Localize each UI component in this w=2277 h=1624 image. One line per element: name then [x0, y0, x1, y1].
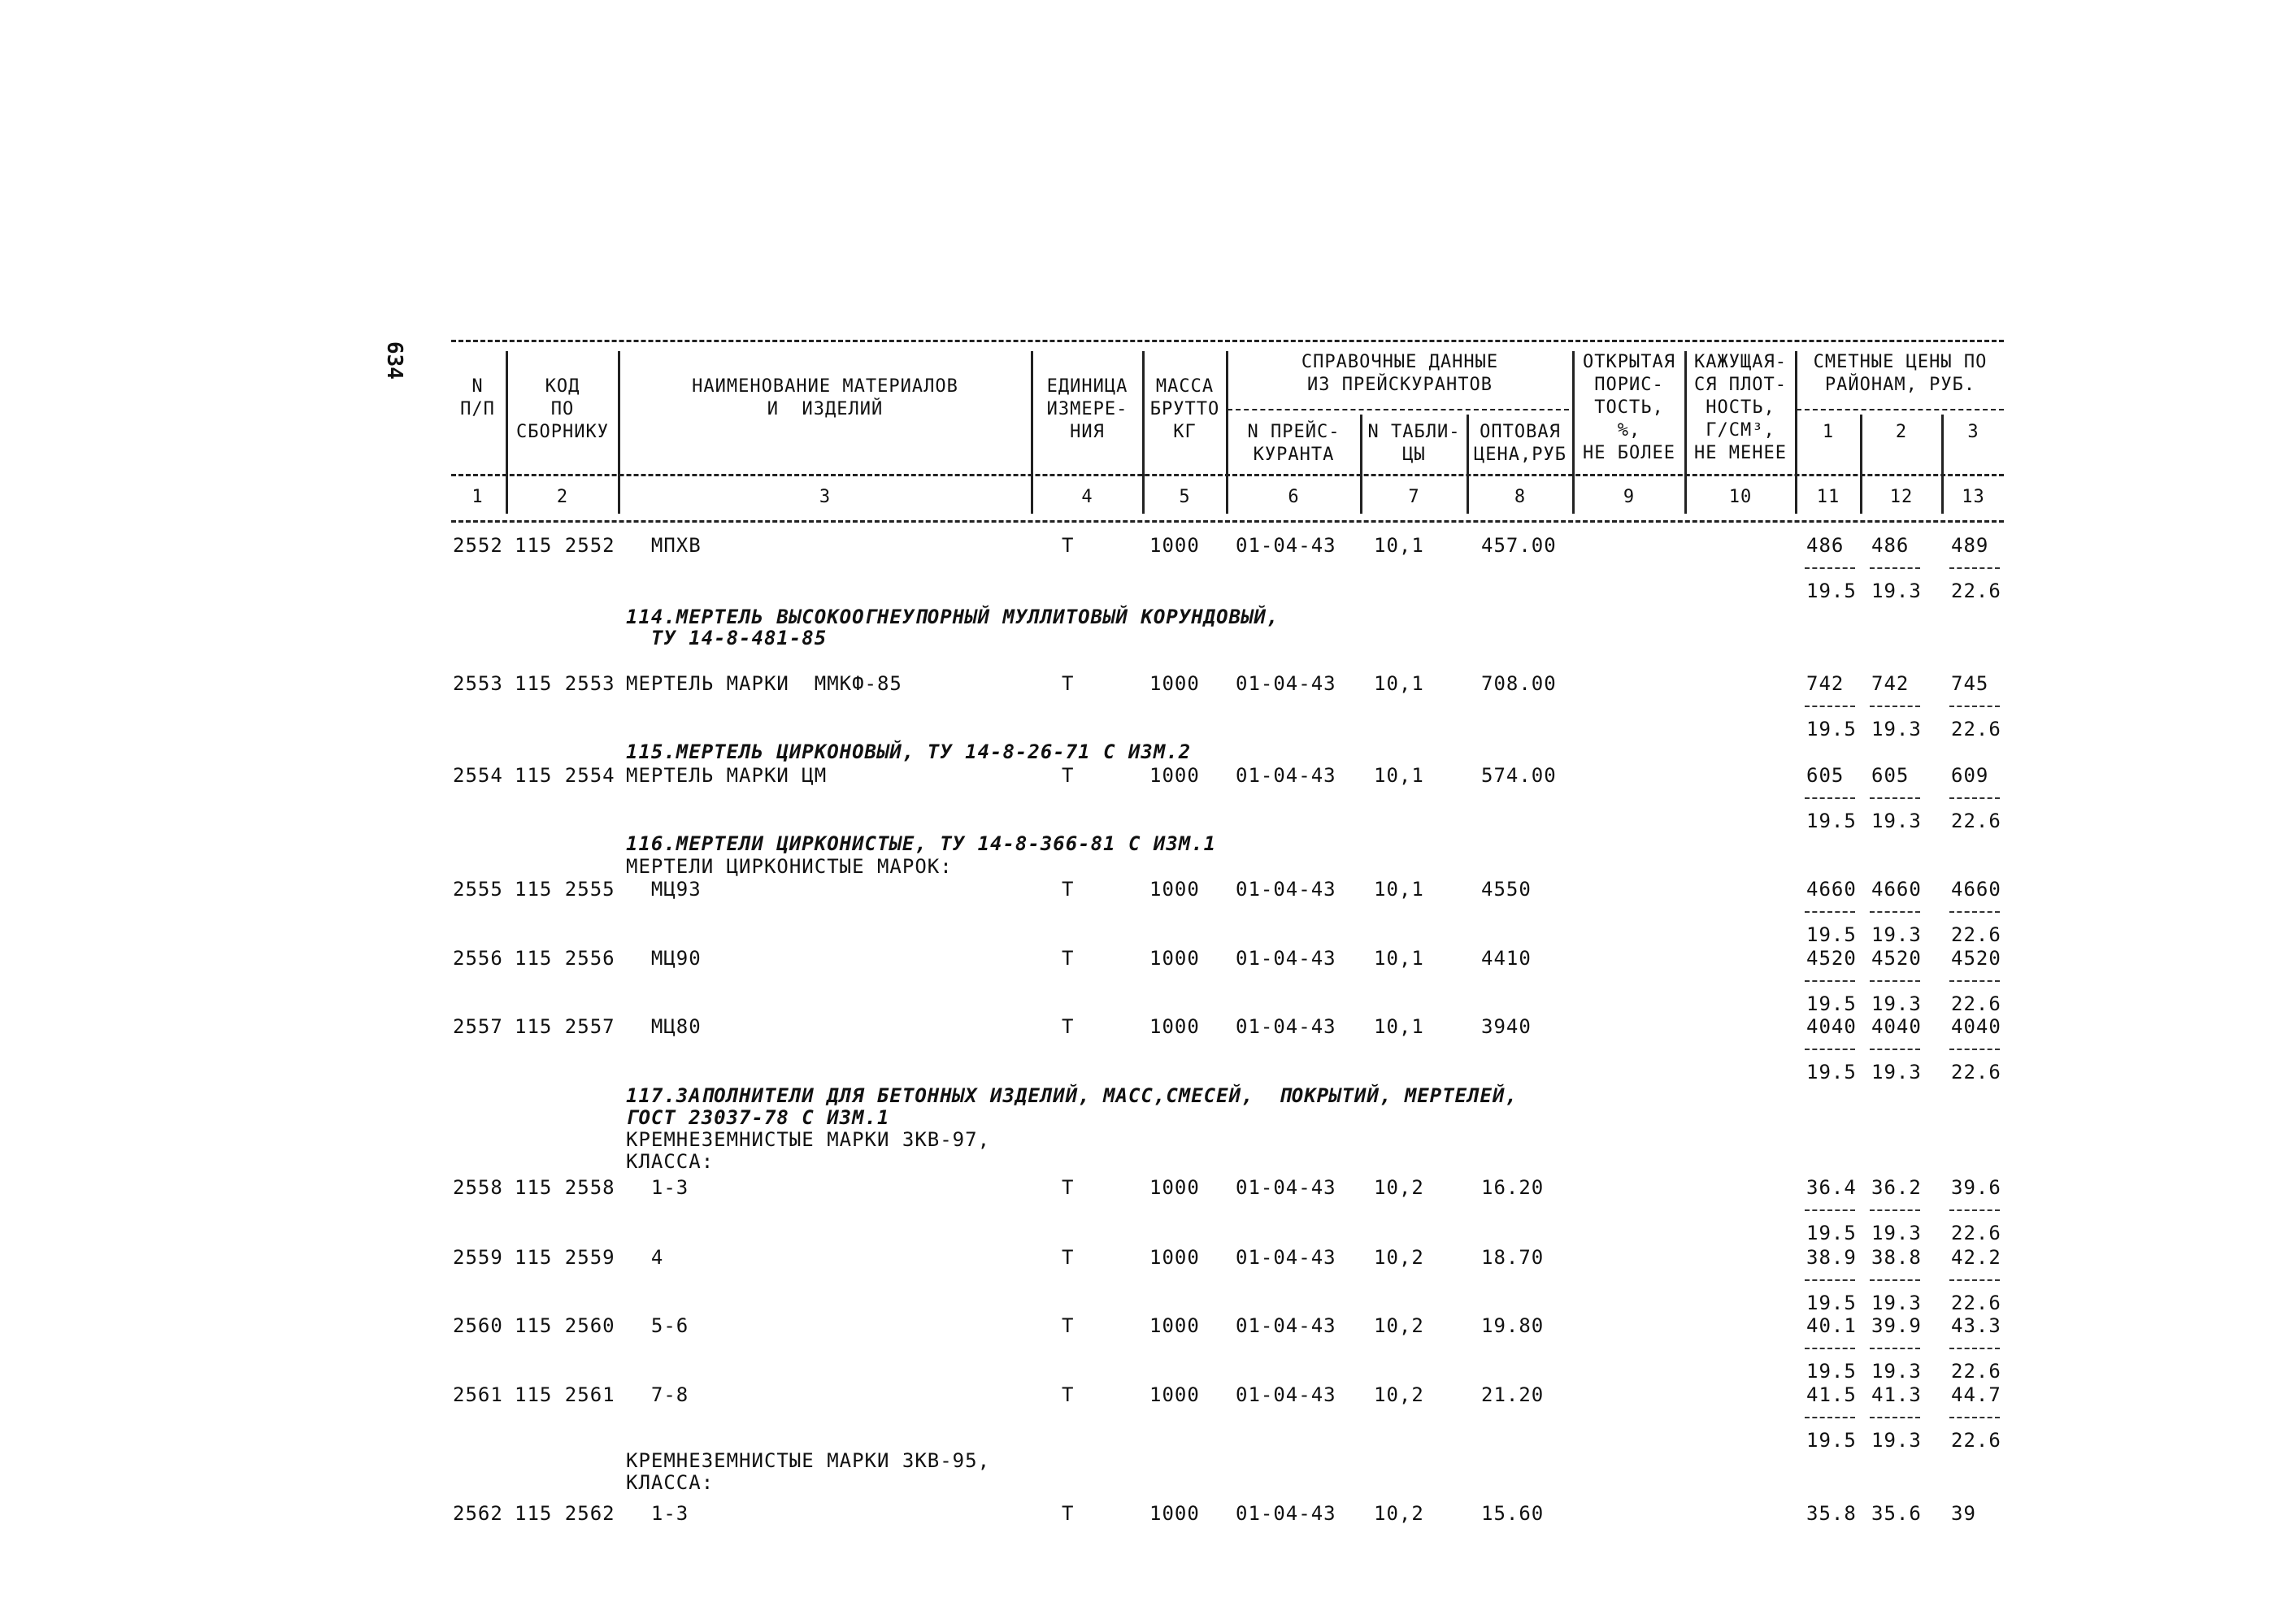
fraction-rule	[1870, 567, 1920, 569]
row-number: 2559	[453, 1246, 503, 1269]
row-coefficient-2: 19.3	[1871, 1061, 1922, 1083]
row-mass: 1000	[1149, 764, 1200, 787]
fraction-rule	[1949, 567, 2000, 569]
row-unit: Т	[1062, 1314, 1075, 1337]
row-coefficient-3: 22.6	[1951, 810, 2001, 832]
row-table-no: 10,1	[1374, 947, 1424, 970]
header-mass: МАССА БРУТТО КГ	[1149, 376, 1220, 442]
column-number: 6	[1288, 487, 1300, 507]
row-code: 115 2559	[515, 1246, 615, 1269]
row-name: МЦ80	[626, 1015, 702, 1038]
header-table-no: N ТАБЛИ- ЦЫ	[1367, 422, 1461, 465]
row-regional-price-2: 36.2	[1871, 1176, 1922, 1199]
row-coefficient-1: 19.5	[1806, 923, 1857, 946]
fraction-rule	[1870, 797, 1920, 799]
row-table-no: 10,1	[1374, 878, 1424, 901]
fraction-rule	[1805, 567, 1855, 569]
fraction-rule	[1805, 1348, 1855, 1349]
row-price-list: 01-04-43	[1236, 1383, 1336, 1406]
section-heading-114-spec: ТУ 14-8-481-85	[626, 627, 828, 649]
header-pricelist-no: N ПРЕЙС- КУРАНТА	[1247, 422, 1341, 465]
row-code: 115 2555	[515, 878, 615, 901]
row-coefficient-2: 19.3	[1871, 992, 1922, 1015]
row-number: 2558	[453, 1176, 503, 1199]
row-price-list: 01-04-43	[1236, 1502, 1336, 1525]
row-wholesale-price: 4550	[1481, 878, 1532, 901]
header-top-rule	[451, 340, 2004, 342]
row-coefficient-3: 22.6	[1951, 992, 2001, 1015]
fraction-rule	[1870, 1049, 1920, 1050]
fraction-rule	[1870, 1417, 1920, 1418]
row-wholesale-price: 457.00	[1481, 534, 1557, 557]
row-coefficient-2: 19.3	[1871, 1292, 1922, 1314]
row-number: 2557	[453, 1015, 503, 1038]
row-coefficient-1: 19.5	[1806, 1222, 1857, 1244]
row-coefficient-3: 22.6	[1951, 1429, 2001, 1452]
row-coefficient-2: 19.3	[1871, 810, 1922, 832]
column-number: 4	[1081, 487, 1093, 507]
row-mass: 1000	[1149, 672, 1200, 695]
fraction-rule	[1805, 1417, 1855, 1418]
fraction-rule	[1949, 1348, 2000, 1349]
row-wholesale-price: 574.00	[1481, 764, 1557, 787]
header-region-1: 1	[1822, 422, 1835, 442]
fraction-rule	[1805, 1279, 1855, 1281]
row-code: 115 2557	[515, 1015, 615, 1038]
row-coefficient-1: 19.5	[1806, 810, 1857, 832]
section-subheading-116: МЕРТЕЛИ ЦИРКОНИСТЫЕ МАРОК:	[626, 855, 953, 878]
row-mass: 1000	[1149, 1176, 1200, 1199]
row-mass: 1000	[1149, 1314, 1200, 1337]
row-coefficient-1: 19.5	[1806, 1429, 1857, 1452]
row-coefficient-2: 19.3	[1871, 580, 1922, 602]
row-code: 115 2562	[515, 1502, 615, 1525]
column-number: 13	[1962, 487, 1985, 507]
row-unit: Т	[1062, 1383, 1075, 1406]
fraction-rule	[1949, 1417, 2000, 1418]
row-name: МЕРТЕЛЬ МАРКИ ЦМ	[626, 764, 828, 787]
row-wholesale-price: 21.20	[1481, 1383, 1545, 1406]
row-price-list: 01-04-43	[1236, 878, 1336, 901]
fraction-rule	[1949, 980, 2000, 982]
row-name: МЦ90	[626, 947, 702, 970]
row-regional-price-3: 39	[1951, 1502, 1976, 1525]
row-regional-price-2: 486	[1871, 534, 1910, 557]
header-porosity: ОТКРЫТАЯ ПОРИС- ТОСТЬ, %, НЕ БОЛЕЕ	[1583, 352, 1675, 463]
row-table-no: 10,2	[1374, 1246, 1424, 1269]
row-code: 115 2552	[515, 534, 615, 557]
row-price-list: 01-04-43	[1236, 947, 1336, 970]
row-table-no: 10,2	[1374, 1176, 1424, 1199]
row-regional-price-1: 38.9	[1806, 1246, 1857, 1269]
row-wholesale-price: 4410	[1481, 947, 1532, 970]
header-code: КОД ПО СБОРНИКУ	[516, 376, 609, 442]
row-price-list: 01-04-43	[1236, 1176, 1336, 1199]
row-regional-price-1: 41.5	[1806, 1383, 1857, 1406]
row-wholesale-price: 15.60	[1481, 1502, 1545, 1525]
row-regional-price-1: 4040	[1806, 1015, 1857, 1038]
subheader-rule-prices	[1228, 409, 1569, 410]
row-regional-price-1: 742	[1806, 672, 1845, 695]
row-table-no: 10,1	[1374, 672, 1424, 695]
section-subheading-117-zkv97: КРЕМНЕЗЕМНИСТЫЕ МАРКИ ЗКВ-97,	[626, 1128, 991, 1151]
row-table-no: 10,2	[1374, 1502, 1424, 1525]
row-coefficient-1: 19.5	[1806, 1360, 1857, 1383]
fraction-rule	[1949, 911, 2000, 913]
row-regional-price-3: 39.6	[1951, 1176, 2001, 1199]
fraction-rule	[1949, 1279, 2000, 1281]
row-mass: 1000	[1149, 534, 1200, 557]
row-regional-price-1: 36.4	[1806, 1176, 1857, 1199]
row-name: 1-3	[626, 1502, 689, 1525]
fraction-rule	[1949, 1209, 2000, 1211]
row-price-list: 01-04-43	[1236, 1314, 1336, 1337]
row-table-no: 10,1	[1374, 764, 1424, 787]
row-coefficient-3: 22.6	[1951, 923, 2001, 946]
fraction-rule	[1870, 706, 1920, 707]
row-mass: 1000	[1149, 1246, 1200, 1269]
row-coefficient-1: 19.5	[1806, 992, 1857, 1015]
column-number: 12	[1889, 487, 1914, 507]
column-number: 8	[1514, 487, 1527, 507]
row-regional-price-2: 41.3	[1871, 1383, 1922, 1406]
row-coefficient-1: 19.5	[1806, 1061, 1857, 1083]
row-coefficient-1: 19.5	[1806, 718, 1857, 740]
row-mass: 1000	[1149, 947, 1200, 970]
row-number: 2562	[453, 1502, 503, 1525]
page-number: 634	[382, 341, 406, 380]
header-region-2: 2	[1895, 422, 1908, 442]
row-regional-price-2: 4520	[1871, 947, 1922, 970]
row-coefficient-3: 22.6	[1951, 1061, 2001, 1083]
row-name: 7-8	[626, 1383, 689, 1406]
section-subheading-117-class: КЛАССА:	[626, 1150, 715, 1173]
row-coefficient-3: 22.6	[1951, 1360, 2001, 1383]
row-name: 4	[626, 1246, 664, 1269]
row-coefficient-3: 22.6	[1951, 718, 2001, 740]
section-subheading-117-zkv95: КРЕМНЕЗЕМНИСТЫЕ МАРКИ ЗКВ-95,	[626, 1449, 991, 1472]
row-name: МЦ93	[626, 878, 702, 901]
row-regional-price-2: 35.6	[1871, 1502, 1922, 1525]
row-unit: Т	[1062, 534, 1075, 557]
row-number: 2552	[453, 534, 503, 557]
row-wholesale-price: 18.70	[1481, 1246, 1545, 1269]
row-unit: Т	[1062, 1015, 1075, 1038]
fraction-rule	[1805, 706, 1855, 707]
header-npp: N П/П	[460, 376, 495, 419]
row-name: 1-3	[626, 1176, 689, 1199]
row-regional-price-3: 4660	[1951, 878, 2001, 901]
fraction-rule	[1870, 1279, 1920, 1281]
row-coefficient-2: 19.3	[1871, 923, 1922, 946]
column-number: 1	[471, 487, 484, 507]
row-unit: Т	[1062, 947, 1075, 970]
row-wholesale-price: 3940	[1481, 1015, 1532, 1038]
fraction-rule	[1805, 1049, 1855, 1050]
section-heading-117: 117.ЗАПОЛНИТЕЛИ ДЛЯ БЕТОННЫХ ИЗДЕЛИЙ, МАСС,СМЕСЕЙ, ПОКРЫТИЙ, МЕРТЕЛЕЙ,	[626, 1084, 1518, 1107]
header-name: НАИМЕНОВАНИЕ МАТЕРИАЛОВ И ИЗДЕЛИЙ	[692, 376, 958, 419]
row-regional-price-1: 486	[1806, 534, 1845, 557]
fraction-rule	[1805, 980, 1855, 982]
column-number: 11	[1816, 487, 1840, 507]
column-number: 7	[1408, 487, 1420, 507]
row-name: 5-6	[626, 1314, 689, 1337]
row-wholesale-price: 19.80	[1481, 1314, 1545, 1337]
row-table-no: 10,1	[1374, 534, 1424, 557]
row-mass: 1000	[1149, 1383, 1200, 1406]
fraction-rule	[1949, 797, 2000, 799]
row-regional-price-3: 43.3	[1951, 1314, 2001, 1337]
row-coefficient-1: 19.5	[1806, 1292, 1857, 1314]
colnum-bottom-rule	[451, 520, 2004, 523]
row-regional-price-3: 4040	[1951, 1015, 2001, 1038]
header-wholesale-price: ОПТОВАЯ ЦЕНА,РУБ	[1474, 422, 1567, 465]
row-coefficient-2: 19.3	[1871, 1429, 1922, 1452]
header-unit: ЕДИНИЦА ИЗМЕРЕ- НИЯ	[1046, 376, 1128, 442]
row-regional-price-2: 38.8	[1871, 1246, 1922, 1269]
row-regional-price-1: 35.8	[1806, 1502, 1857, 1525]
row-unit: Т	[1062, 672, 1075, 695]
row-number: 2554	[453, 764, 503, 787]
row-regional-price-2: 39.9	[1871, 1314, 1922, 1337]
row-regional-price-2: 605	[1871, 764, 1910, 787]
row-regional-price-1: 40.1	[1806, 1314, 1857, 1337]
row-coefficient-2: 19.3	[1871, 718, 1922, 740]
row-coefficient-3: 22.6	[1951, 1292, 2001, 1314]
row-price-list: 01-04-43	[1236, 1015, 1336, 1038]
row-regional-price-2: 4660	[1871, 878, 1922, 901]
row-regional-price-3: 745	[1951, 672, 1989, 695]
row-table-no: 10,2	[1374, 1383, 1424, 1406]
row-number: 2560	[453, 1314, 503, 1337]
row-price-list: 01-04-43	[1236, 534, 1336, 557]
row-unit: Т	[1062, 1246, 1075, 1269]
row-price-list: 01-04-43	[1236, 1246, 1336, 1269]
row-mass: 1000	[1149, 878, 1200, 901]
row-price-list: 01-04-43	[1236, 672, 1336, 695]
row-unit: Т	[1062, 1176, 1075, 1199]
section-heading-114: 114.МЕРТЕЛЬ ВЫСОКООГНЕУПОРНЫЙ МУЛЛИТОВЫЙ КОРУНДОВЫЙ,	[626, 606, 1280, 628]
subheader-rule-regions	[1797, 409, 2004, 410]
row-coefficient-3: 22.6	[1951, 580, 2001, 602]
fraction-rule	[1870, 911, 1920, 913]
row-code: 115 2554	[515, 764, 615, 787]
column-number: 5	[1179, 487, 1191, 507]
row-regional-price-1: 4660	[1806, 878, 1857, 901]
row-regional-price-3: 42.2	[1951, 1246, 2001, 1269]
row-name: МЕРТЕЛЬ МАРКИ ММКФ-85	[626, 672, 902, 695]
row-number: 2555	[453, 878, 503, 901]
column-number: 3	[819, 487, 832, 507]
row-code: 115 2553	[515, 672, 615, 695]
row-coefficient-2: 19.3	[1871, 1360, 1922, 1383]
row-mass: 1000	[1149, 1502, 1200, 1525]
row-regional-price-3: 489	[1951, 534, 1989, 557]
row-table-no: 10,1	[1374, 1015, 1424, 1038]
fraction-rule	[1805, 1209, 1855, 1211]
row-wholesale-price: 16.20	[1481, 1176, 1545, 1199]
header-pricelist-group: СПРАВОЧНЫЕ ДАННЫЕ ИЗ ПРЕЙСКУРАНТОВ	[1301, 352, 1499, 395]
row-unit: Т	[1062, 878, 1075, 901]
row-number: 2556	[453, 947, 503, 970]
row-regional-price-2: 4040	[1871, 1015, 1922, 1038]
row-name: МПХВ	[626, 534, 702, 557]
row-regional-price-3: 44.7	[1951, 1383, 2001, 1406]
row-mass: 1000	[1149, 1015, 1200, 1038]
row-coefficient-1: 19.5	[1806, 580, 1857, 602]
row-unit: Т	[1062, 764, 1075, 787]
row-code: 115 2560	[515, 1314, 615, 1337]
row-code: 115 2561	[515, 1383, 615, 1406]
fraction-rule	[1949, 706, 2000, 707]
column-number: 10	[1728, 487, 1753, 507]
row-coefficient-2: 19.3	[1871, 1222, 1922, 1244]
row-number: 2561	[453, 1383, 503, 1406]
section-heading-117-spec: ГОСТ 23037-78 С ИЗМ.1	[626, 1106, 890, 1129]
row-regional-price-2: 742	[1871, 672, 1910, 695]
column-number: 2	[556, 487, 569, 507]
header-regional-prices: СМЕТНЫЕ ЦЕНЫ ПО РАЙОНАМ, РУБ.	[1813, 352, 1988, 395]
row-coefficient-3: 22.6	[1951, 1222, 2001, 1244]
row-number: 2553	[453, 672, 503, 695]
fraction-rule	[1805, 911, 1855, 913]
section-subheading-117-class-2: КЛАССА:	[626, 1471, 715, 1494]
fraction-rule	[1805, 797, 1855, 799]
row-regional-price-3: 609	[1951, 764, 1989, 787]
fraction-rule	[1870, 1209, 1920, 1211]
fraction-rule	[1870, 980, 1920, 982]
fraction-rule	[1870, 1348, 1920, 1349]
row-regional-price-1: 605	[1806, 764, 1845, 787]
row-regional-price-1: 4520	[1806, 947, 1857, 970]
header-density: КАЖУЩАЯ- СЯ ПЛОТ- НОСТЬ, Г/СМ³, НЕ МЕНЕЕ	[1694, 352, 1787, 463]
row-code: 115 2556	[515, 947, 615, 970]
row-wholesale-price: 708.00	[1481, 672, 1557, 695]
row-table-no: 10,2	[1374, 1314, 1424, 1337]
row-unit: Т	[1062, 1502, 1075, 1525]
row-regional-price-3: 4520	[1951, 947, 2001, 970]
header-region-3: 3	[1967, 422, 1979, 442]
section-heading-115: 115.МЕРТЕЛЬ ЦИРКОНОВЫЙ, ТУ 14-8-26-71 С ИЗМ.2	[626, 740, 1192, 763]
section-heading-116: 116.МЕРТЕЛИ ЦИРКОНИСТЫЕ, ТУ 14-8-366-81 С ИЗМ.1	[626, 832, 1217, 855]
column-number: 9	[1623, 487, 1636, 507]
row-price-list: 01-04-43	[1236, 764, 1336, 787]
fraction-rule	[1949, 1049, 2000, 1050]
row-code: 115 2558	[515, 1176, 615, 1199]
